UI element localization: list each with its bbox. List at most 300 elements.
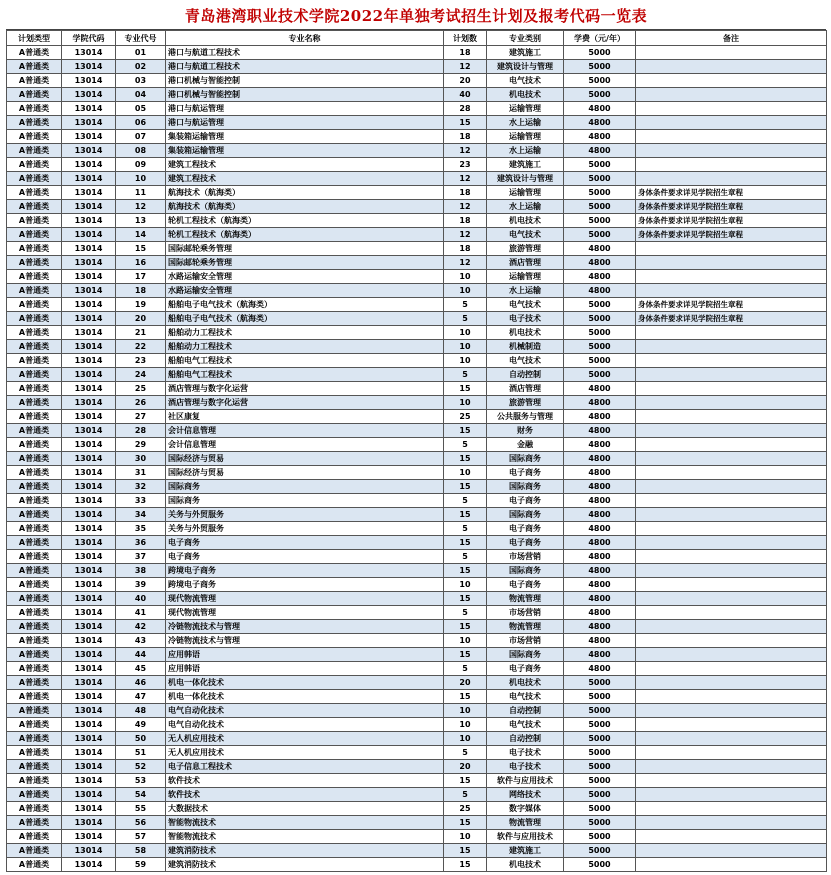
remarks-cell — [636, 802, 827, 816]
major-name-cell: 国际商务 — [166, 480, 444, 494]
major-code-cell: 28 — [116, 424, 166, 438]
plan-count-cell: 5 — [444, 494, 487, 508]
major-name-cell: 国际邮轮乘务管理 — [166, 242, 444, 256]
major-name-cell: 建筑消防技术 — [166, 844, 444, 858]
major-name-cell: 冷链物流技术与管理 — [166, 634, 444, 648]
plan-type-cell: A普通类 — [7, 452, 62, 466]
major-code-cell: 14 — [116, 228, 166, 242]
major-name-cell: 港口与航运管理 — [166, 102, 444, 116]
major-category-cell: 国际商务 — [487, 564, 564, 578]
tuition-cell: 4800 — [564, 564, 636, 578]
remarks-cell — [636, 788, 827, 802]
major-category-cell: 物流管理 — [487, 620, 564, 634]
tuition-cell: 4800 — [564, 648, 636, 662]
plan-type-cell: A普通类 — [7, 606, 62, 620]
major-name-cell: 电子商务 — [166, 550, 444, 564]
major-category-cell: 自动控制 — [487, 732, 564, 746]
major-code-cell: 54 — [116, 788, 166, 802]
major-code-cell: 05 — [116, 102, 166, 116]
major-name-cell: 建筑消防技术 — [166, 858, 444, 872]
table-row — [7, 536, 827, 550]
remarks-cell: 身体条件要求详见学院招生章程 — [636, 214, 827, 228]
school-code-cell: 13014 — [62, 718, 116, 732]
table-row — [7, 522, 827, 536]
tuition-cell: 5000 — [564, 844, 636, 858]
major-code-cell: 27 — [116, 410, 166, 424]
school-code-cell: 13014 — [62, 676, 116, 690]
major-code-cell: 12 — [116, 200, 166, 214]
major-code-cell: 18 — [116, 284, 166, 298]
plan-count-cell: 15 — [444, 620, 487, 634]
table-row — [7, 788, 827, 802]
remarks-cell — [636, 242, 827, 256]
tuition-cell: 5000 — [564, 214, 636, 228]
remarks-cell — [636, 480, 827, 494]
table-row — [7, 270, 827, 284]
major-category-cell: 电气技术 — [487, 74, 564, 88]
plan-type-cell: A普通类 — [7, 550, 62, 564]
plan-type-cell: A普通类 — [7, 88, 62, 102]
school-code-cell: 13014 — [62, 130, 116, 144]
plan-type-cell: A普通类 — [7, 522, 62, 536]
major-code-cell: 43 — [116, 634, 166, 648]
table-row — [7, 256, 827, 270]
tuition-cell: 4800 — [564, 396, 636, 410]
tuition-cell: 5000 — [564, 158, 636, 172]
plan-count-cell: 5 — [444, 662, 487, 676]
major-code-cell: 49 — [116, 718, 166, 732]
major-category-cell: 运输管理 — [487, 102, 564, 116]
major-category-cell: 自动控制 — [487, 368, 564, 382]
remarks-cell — [636, 844, 827, 858]
plan-count-cell: 10 — [444, 732, 487, 746]
plan-count-cell: 20 — [444, 74, 487, 88]
tuition-cell: 5000 — [564, 732, 636, 746]
major-code-cell: 47 — [116, 690, 166, 704]
plan-type-cell: A普通类 — [7, 648, 62, 662]
table-row — [7, 158, 827, 172]
school-code-cell: 13014 — [62, 620, 116, 634]
plan-type-cell: A普通类 — [7, 424, 62, 438]
school-code-cell: 13014 — [62, 116, 116, 130]
school-code-cell: 13014 — [62, 242, 116, 256]
tuition-cell: 4800 — [564, 438, 636, 452]
table-row — [7, 312, 827, 326]
major-category-cell: 旅游管理 — [487, 396, 564, 410]
major-category-cell: 电子技术 — [487, 746, 564, 760]
plan-count-cell: 12 — [444, 200, 487, 214]
major-code-cell: 37 — [116, 550, 166, 564]
table-row — [7, 284, 827, 298]
school-code-cell: 13014 — [62, 494, 116, 508]
plan-count-cell: 15 — [444, 816, 487, 830]
major-code-cell: 38 — [116, 564, 166, 578]
major-category-cell: 机电技术 — [487, 676, 564, 690]
plan-type-cell: A普通类 — [7, 46, 62, 60]
major-code-cell: 48 — [116, 704, 166, 718]
major-code-cell: 15 — [116, 242, 166, 256]
remarks-cell — [636, 550, 827, 564]
major-name-cell: 跨境电子商务 — [166, 564, 444, 578]
tuition-cell: 4800 — [564, 592, 636, 606]
table-row — [7, 816, 827, 830]
school-code-cell: 13014 — [62, 452, 116, 466]
tuition-cell: 4800 — [564, 144, 636, 158]
remarks-cell — [636, 396, 827, 410]
tuition-cell: 4800 — [564, 256, 636, 270]
plan-type-cell: A普通类 — [7, 536, 62, 550]
remarks-cell: 身体条件要求详见学院招生章程 — [636, 298, 827, 312]
header-tuition: 学费（元/年） — [564, 31, 636, 46]
major-name-cell: 无人机应用技术 — [166, 746, 444, 760]
tuition-cell: 5000 — [564, 46, 636, 60]
tuition-cell: 4800 — [564, 410, 636, 424]
school-code-cell: 13014 — [62, 270, 116, 284]
major-code-cell: 50 — [116, 732, 166, 746]
major-category-cell: 电子商务 — [487, 536, 564, 550]
tuition-cell: 4800 — [564, 634, 636, 648]
tuition-cell: 5000 — [564, 172, 636, 186]
tuition-cell: 5000 — [564, 802, 636, 816]
plan-type-cell: A普通类 — [7, 368, 62, 382]
plan-count-cell: 25 — [444, 410, 487, 424]
table-row — [7, 494, 827, 508]
tuition-cell: 5000 — [564, 830, 636, 844]
plan-count-cell: 20 — [444, 676, 487, 690]
major-category-cell: 电气技术 — [487, 354, 564, 368]
major-name-cell: 社区康复 — [166, 410, 444, 424]
plan-type-cell: A普通类 — [7, 144, 62, 158]
remarks-cell — [636, 46, 827, 60]
table-row — [7, 46, 827, 60]
header-plan-count: 计划数 — [444, 31, 487, 46]
plan-count-cell: 10 — [444, 326, 487, 340]
major-name-cell: 国际邮轮乘务管理 — [166, 256, 444, 270]
remarks-cell — [636, 284, 827, 298]
table-row — [7, 648, 827, 662]
plan-type-cell: A普通类 — [7, 802, 62, 816]
major-name-cell: 船舶电气工程技术 — [166, 368, 444, 382]
tuition-cell: 5000 — [564, 746, 636, 760]
school-code-cell: 13014 — [62, 732, 116, 746]
major-category-cell: 电气技术 — [487, 718, 564, 732]
header-major-category: 专业类别 — [487, 31, 564, 46]
major-code-cell: 22 — [116, 340, 166, 354]
major-category-cell: 酒店管理 — [487, 256, 564, 270]
major-name-cell: 智能物流技术 — [166, 830, 444, 844]
plan-type-cell: A普通类 — [7, 788, 62, 802]
remarks-cell — [636, 340, 827, 354]
major-name-cell: 软件技术 — [166, 774, 444, 788]
table-row — [7, 228, 827, 242]
table-row — [7, 620, 827, 634]
major-name-cell: 建筑工程技术 — [166, 172, 444, 186]
table-row — [7, 466, 827, 480]
remarks-cell: 身体条件要求详见学院招生章程 — [636, 186, 827, 200]
major-code-cell: 06 — [116, 116, 166, 130]
header-plan-type: 计划类型 — [7, 31, 62, 46]
table-row — [7, 116, 827, 130]
major-category-cell: 市场营销 — [487, 634, 564, 648]
header-school-code: 学院代码 — [62, 31, 116, 46]
major-category-cell: 建筑设计与管理 — [487, 60, 564, 74]
remarks-cell — [636, 144, 827, 158]
remarks-cell — [636, 172, 827, 186]
plan-type-cell: A普通类 — [7, 662, 62, 676]
major-name-cell: 水路运输安全管理 — [166, 270, 444, 284]
major-name-cell: 关务与外贸服务 — [166, 508, 444, 522]
plan-count-cell: 20 — [444, 760, 487, 774]
plan-type-cell: A普通类 — [7, 690, 62, 704]
school-code-cell: 13014 — [62, 256, 116, 270]
table-row — [7, 592, 827, 606]
major-category-cell: 电子商务 — [487, 522, 564, 536]
remarks-cell — [636, 326, 827, 340]
school-code-cell: 13014 — [62, 760, 116, 774]
major-code-cell: 51 — [116, 746, 166, 760]
school-code-cell: 13014 — [62, 774, 116, 788]
table-row — [7, 200, 827, 214]
tuition-cell: 5000 — [564, 718, 636, 732]
major-category-cell: 建筑施工 — [487, 158, 564, 172]
school-code-cell: 13014 — [62, 830, 116, 844]
major-code-cell: 25 — [116, 382, 166, 396]
major-name-cell: 酒店管理与数字化运营 — [166, 396, 444, 410]
remarks-cell — [636, 718, 827, 732]
plan-count-cell: 15 — [444, 424, 487, 438]
table-row — [7, 830, 827, 844]
tuition-cell: 5000 — [564, 228, 636, 242]
major-code-cell: 11 — [116, 186, 166, 200]
school-code-cell: 13014 — [62, 88, 116, 102]
major-category-cell: 机电技术 — [487, 214, 564, 228]
tuition-cell: 4800 — [564, 242, 636, 256]
remarks-cell — [636, 466, 827, 480]
major-name-cell: 集装箱运输管理 — [166, 144, 444, 158]
plan-type-cell: A普通类 — [7, 158, 62, 172]
table-row — [7, 396, 827, 410]
major-category-cell: 数字媒体 — [487, 802, 564, 816]
remarks-cell: 身体条件要求详见学院招生章程 — [636, 200, 827, 214]
plan-count-cell: 25 — [444, 802, 487, 816]
remarks-cell — [636, 592, 827, 606]
remarks-cell — [636, 452, 827, 466]
major-category-cell: 电子商务 — [487, 466, 564, 480]
major-category-cell: 财务 — [487, 424, 564, 438]
school-code-cell: 13014 — [62, 186, 116, 200]
plan-type-cell: A普通类 — [7, 312, 62, 326]
plan-count-cell: 5 — [444, 788, 487, 802]
major-category-cell: 电子商务 — [487, 578, 564, 592]
table-row — [7, 508, 827, 522]
plan-count-cell: 23 — [444, 158, 487, 172]
major-code-cell: 09 — [116, 158, 166, 172]
plan-count-cell: 10 — [444, 634, 487, 648]
table-row — [7, 718, 827, 732]
major-code-cell: 24 — [116, 368, 166, 382]
remarks-cell — [636, 662, 827, 676]
major-category-cell: 国际商务 — [487, 452, 564, 466]
tuition-cell: 4800 — [564, 494, 636, 508]
table-row — [7, 382, 827, 396]
tuition-cell: 5000 — [564, 774, 636, 788]
remarks-cell — [636, 508, 827, 522]
school-code-cell: 13014 — [62, 634, 116, 648]
plan-type-cell: A普通类 — [7, 508, 62, 522]
plan-count-cell: 15 — [444, 116, 487, 130]
plan-count-cell: 10 — [444, 396, 487, 410]
plan-type-cell: A普通类 — [7, 564, 62, 578]
plan-count-cell: 5 — [444, 368, 487, 382]
plan-count-cell: 12 — [444, 172, 487, 186]
header-remarks: 备注 — [636, 31, 827, 46]
major-code-cell: 59 — [116, 858, 166, 872]
plan-type-cell: A普通类 — [7, 676, 62, 690]
major-category-cell: 电子技术 — [487, 760, 564, 774]
plan-count-cell: 18 — [444, 46, 487, 60]
plan-count-cell: 10 — [444, 718, 487, 732]
plan-count-cell: 10 — [444, 340, 487, 354]
major-name-cell: 现代物流管理 — [166, 592, 444, 606]
tuition-cell: 5000 — [564, 760, 636, 774]
plan-count-cell: 18 — [444, 242, 487, 256]
remarks-cell — [636, 354, 827, 368]
tuition-cell: 4800 — [564, 102, 636, 116]
major-code-cell: 52 — [116, 760, 166, 774]
plan-type-cell: A普通类 — [7, 102, 62, 116]
tuition-cell: 5000 — [564, 298, 636, 312]
major-code-cell: 42 — [116, 620, 166, 634]
school-code-cell: 13014 — [62, 200, 116, 214]
remarks-cell — [636, 256, 827, 270]
school-code-cell: 13014 — [62, 466, 116, 480]
school-code-cell: 13014 — [62, 424, 116, 438]
plan-type-cell: A普通类 — [7, 704, 62, 718]
major-code-cell: 40 — [116, 592, 166, 606]
plan-count-cell: 5 — [444, 312, 487, 326]
tuition-cell: 4800 — [564, 466, 636, 480]
plan-count-cell: 15 — [444, 592, 487, 606]
major-name-cell: 港口机械与智能控制 — [166, 74, 444, 88]
plan-type-cell: A普通类 — [7, 242, 62, 256]
major-code-cell: 16 — [116, 256, 166, 270]
major-code-cell: 07 — [116, 130, 166, 144]
plan-count-cell: 15 — [444, 690, 487, 704]
major-code-cell: 17 — [116, 270, 166, 284]
plan-count-cell: 12 — [444, 228, 487, 242]
major-category-cell: 建筑施工 — [487, 46, 564, 60]
school-code-cell: 13014 — [62, 60, 116, 74]
plan-count-cell: 5 — [444, 522, 487, 536]
plan-count-cell: 18 — [444, 214, 487, 228]
school-code-cell: 13014 — [62, 228, 116, 242]
major-category-cell: 酒店管理 — [487, 382, 564, 396]
school-code-cell: 13014 — [62, 690, 116, 704]
major-code-cell: 19 — [116, 298, 166, 312]
remarks-cell — [636, 438, 827, 452]
plan-count-cell: 15 — [444, 536, 487, 550]
table-row — [7, 564, 827, 578]
major-name-cell: 现代物流管理 — [166, 606, 444, 620]
tuition-cell: 5000 — [564, 354, 636, 368]
remarks-cell: 身体条件要求详见学院招生章程 — [636, 228, 827, 242]
major-name-cell: 国际经济与贸易 — [166, 466, 444, 480]
school-code-cell: 13014 — [62, 354, 116, 368]
remarks-cell — [636, 830, 827, 844]
remarks-cell — [636, 690, 827, 704]
table-row — [7, 172, 827, 186]
major-category-cell: 建筑设计与管理 — [487, 172, 564, 186]
major-code-cell: 44 — [116, 648, 166, 662]
major-category-cell: 机电技术 — [487, 88, 564, 102]
table-row — [7, 74, 827, 88]
major-category-cell: 市场营销 — [487, 550, 564, 564]
table-row — [7, 760, 827, 774]
tuition-cell: 5000 — [564, 200, 636, 214]
major-code-cell: 26 — [116, 396, 166, 410]
school-code-cell: 13014 — [62, 340, 116, 354]
remarks-cell — [636, 158, 827, 172]
school-code-cell: 13014 — [62, 536, 116, 550]
remarks-cell — [636, 774, 827, 788]
major-code-cell: 04 — [116, 88, 166, 102]
major-name-cell: 船舶电子电气技术（航海类） — [166, 312, 444, 326]
plan-type-cell: A普通类 — [7, 270, 62, 284]
tuition-cell: 5000 — [564, 326, 636, 340]
major-name-cell: 关务与外贸服务 — [166, 522, 444, 536]
school-code-cell: 13014 — [62, 382, 116, 396]
plan-type-cell: A普通类 — [7, 382, 62, 396]
major-code-cell: 20 — [116, 312, 166, 326]
plan-count-cell: 10 — [444, 270, 487, 284]
school-code-cell: 13014 — [62, 46, 116, 60]
major-category-cell: 电子技术 — [487, 312, 564, 326]
major-category-cell: 公共服务与管理 — [487, 410, 564, 424]
major-name-cell: 电气自动化技术 — [166, 704, 444, 718]
plan-count-cell: 10 — [444, 284, 487, 298]
major-category-cell: 水上运输 — [487, 200, 564, 214]
plan-count-cell: 10 — [444, 704, 487, 718]
school-code-cell: 13014 — [62, 298, 116, 312]
plan-count-cell: 10 — [444, 466, 487, 480]
school-code-cell: 13014 — [62, 326, 116, 340]
tuition-cell: 5000 — [564, 368, 636, 382]
school-code-cell: 13014 — [62, 648, 116, 662]
school-code-cell: 13014 — [62, 410, 116, 424]
table-row — [7, 130, 827, 144]
tuition-cell: 4800 — [564, 382, 636, 396]
table-row — [7, 704, 827, 718]
plan-type-cell: A普通类 — [7, 284, 62, 298]
major-category-cell: 机电技术 — [487, 326, 564, 340]
major-code-cell: 01 — [116, 46, 166, 60]
major-category-cell: 金融 — [487, 438, 564, 452]
plan-type-cell: A普通类 — [7, 718, 62, 732]
major-code-cell: 55 — [116, 802, 166, 816]
plan-type-cell: A普通类 — [7, 578, 62, 592]
table-row — [7, 354, 827, 368]
plan-type-cell: A普通类 — [7, 592, 62, 606]
major-name-cell: 船舶电子电气技术（航海类） — [166, 298, 444, 312]
major-code-cell: 58 — [116, 844, 166, 858]
remarks-cell — [636, 620, 827, 634]
plan-type-cell: A普通类 — [7, 732, 62, 746]
major-category-cell: 软件与应用技术 — [487, 830, 564, 844]
table-row — [7, 746, 827, 760]
major-name-cell: 船舶电气工程技术 — [166, 354, 444, 368]
tuition-cell: 5000 — [564, 60, 636, 74]
plan-count-cell: 12 — [444, 144, 487, 158]
